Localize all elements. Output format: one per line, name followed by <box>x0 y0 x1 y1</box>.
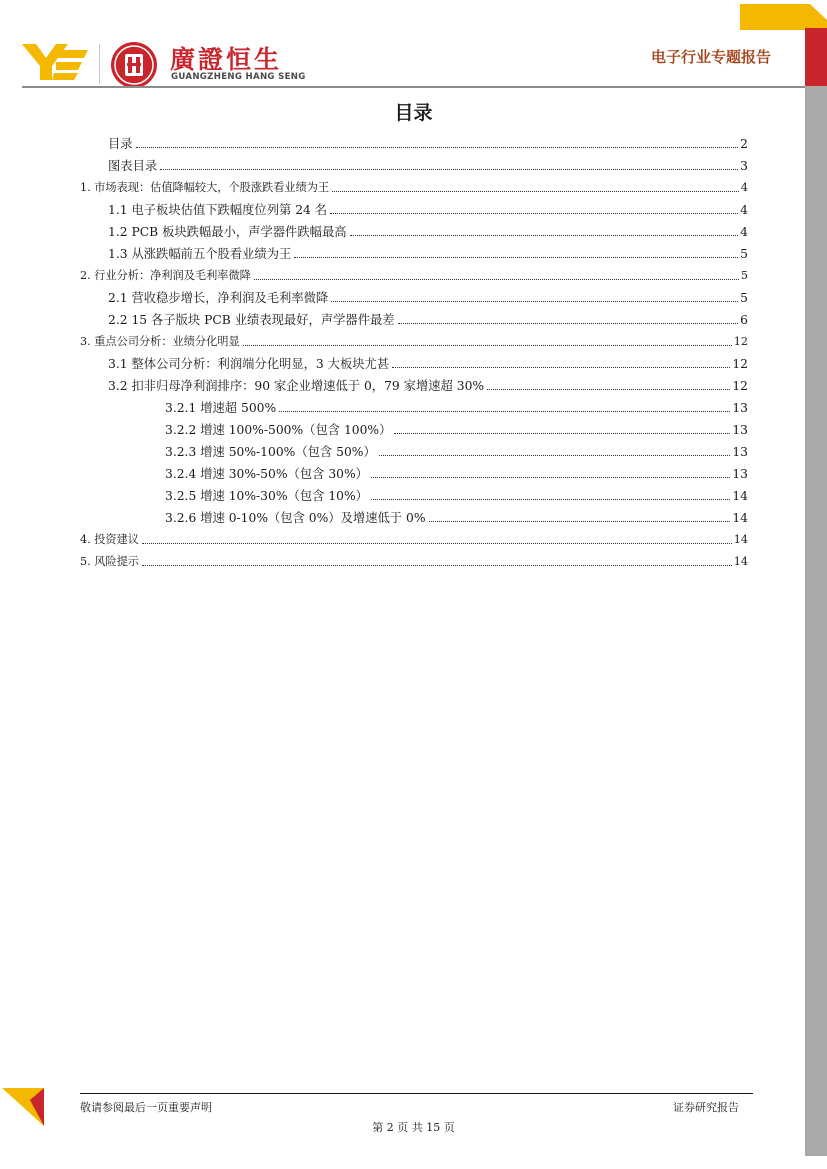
toc-entry-title: 3.2.2 增速 100%-500%（包含 100%） <box>165 423 392 437</box>
toc-entry[interactable] <box>108 310 748 330</box>
toc-leader <box>392 367 730 368</box>
toc-entry-title: 2.2 15 各子版块 PCB 业绩表现最好，声学器件最差 <box>108 313 395 327</box>
side-bar-grey <box>805 86 827 1156</box>
toc-entry-page: 5 <box>740 291 748 305</box>
toc-entry-title: 3.2.5 增速 10%-30%（包含 10%） <box>165 489 368 503</box>
toc-entry-page: 14 <box>732 511 748 525</box>
toc-entry[interactable] <box>165 464 748 484</box>
toc-entry-page: 5 <box>740 269 748 282</box>
toc-leader <box>371 499 730 500</box>
toc-entry-title: 图表目录 <box>108 159 158 173</box>
footer-disclaimer: 敬请参阅最后一页重要声明 <box>80 1101 212 1114</box>
toc-entry-title: 3.2 扣非归母净利润排序：90 家企业增速低于 0，79 家增速超 30% <box>108 379 485 393</box>
toc-entry-page: 12 <box>733 335 748 348</box>
toc-entry[interactable] <box>80 178 748 198</box>
toc-entry[interactable] <box>80 332 748 352</box>
toc-entry-title: 3.2.3 增速 50%-100%（包含 50%） <box>165 445 376 459</box>
toc-entry-title: 4. 投资建议 <box>80 533 139 546</box>
toc-entry[interactable] <box>108 376 748 396</box>
toc-leader <box>429 521 731 522</box>
ye-logo-icon <box>22 42 90 82</box>
toc-entry-title: 1.1 电子板块估值下跌幅度位列第 24 名 <box>108 203 328 217</box>
toc-entry-title: 1.2 PCB 板块跌幅最小，声学器件跌幅最高 <box>108 225 347 239</box>
toc-entry-title: 3.1 整体公司分析：利润端分化明显，3 大板块尤甚 <box>108 357 390 371</box>
toc-entry[interactable] <box>108 200 748 220</box>
corner-decoration-top-right <box>740 4 827 30</box>
toc-leader <box>350 235 739 236</box>
toc-entry-page: 3 <box>740 159 748 173</box>
toc-entry-page: 4 <box>740 181 748 194</box>
toc-entry[interactable] <box>165 486 748 506</box>
toc-entry-page: 5 <box>740 247 748 261</box>
header-divider <box>22 86 805 88</box>
toc-leader <box>142 543 732 544</box>
toc-entry-title: 目录 <box>108 137 133 151</box>
toc-leader <box>136 147 739 148</box>
toc-entry-title: 3.2.1 增速超 500% <box>165 401 277 415</box>
toc-leader <box>394 433 730 434</box>
brand-name-cn: 廣證恒生 <box>170 45 283 74</box>
logo-divider <box>99 44 100 84</box>
footer-divider <box>80 1093 753 1094</box>
report-type-label: 电子行业专题报告 <box>651 48 772 66</box>
toc-entry[interactable] <box>108 222 748 242</box>
gzhs-seal-icon <box>110 41 158 89</box>
toc-entry-title: 2.1 营收稳步增长，净利润及毛利率微降 <box>108 291 329 305</box>
toc-entry-page: 14 <box>733 533 748 546</box>
toc-entry-title: 3. 重点公司分析：业绩分化明显 <box>80 335 240 348</box>
toc-entry-page: 13 <box>732 423 748 437</box>
toc-leader <box>332 191 739 192</box>
toc-entry[interactable] <box>80 266 748 286</box>
toc-leader <box>279 411 730 412</box>
toc-leader <box>398 323 739 324</box>
toc-entry-title: 1. 市场表现：估值降幅较大，个股涨跌看业绩为王 <box>80 181 330 194</box>
toc-entry-page: 4 <box>740 225 748 239</box>
toc-entry-page: 14 <box>733 555 748 568</box>
toc-entry-page: 6 <box>740 313 748 327</box>
toc-leader <box>330 213 738 214</box>
toc-leader <box>487 389 730 390</box>
toc-entry-title: 2. 行业分析：净利润及毛利率微降 <box>80 269 251 282</box>
toc-leader <box>294 257 738 258</box>
toc-entry-title: 3.2.4 增速 30%-50%（包含 30%） <box>165 467 368 481</box>
toc-entry-page: 13 <box>732 467 748 481</box>
toc-leader <box>142 565 732 566</box>
toc-leader <box>331 301 738 302</box>
toc-entry[interactable] <box>165 420 748 440</box>
toc-entry-page: 12 <box>732 379 748 393</box>
toc-entry-page: 4 <box>740 203 748 217</box>
toc-entry[interactable] <box>165 442 748 462</box>
toc-leader <box>243 345 732 346</box>
toc-entry[interactable] <box>108 354 748 374</box>
toc-entry-page: 12 <box>732 357 748 371</box>
toc-title: 目录 <box>394 102 433 124</box>
toc-entry-page: 2 <box>740 137 748 151</box>
footer-report-label: 证券研究报告 <box>673 1101 739 1114</box>
toc-entry[interactable] <box>80 552 748 572</box>
toc-entry[interactable] <box>80 530 748 550</box>
toc-leader <box>160 169 738 170</box>
brand-name-en: GUANGZHENG HANG SENG <box>171 72 306 82</box>
toc-entry-page: 13 <box>732 401 748 415</box>
toc-entry[interactable] <box>165 508 748 528</box>
toc-entry-title: 3.2.6 增速 0-10%（包含 0%）及增速低于 0% <box>165 511 426 525</box>
toc-leader <box>371 477 730 478</box>
toc-entry[interactable] <box>108 288 748 308</box>
toc-leader <box>254 279 739 280</box>
toc-entry-title: 5. 风险提示 <box>80 555 139 568</box>
page-number: 第 2 页 共 15 页 <box>372 1121 455 1134</box>
toc-entry[interactable] <box>108 244 748 264</box>
toc-entry-title: 1.3 从涨跌幅前五个股看业绩为王 <box>108 247 292 261</box>
toc-leader <box>379 455 731 456</box>
toc-entry[interactable] <box>165 398 748 418</box>
toc-entry-page: 13 <box>732 445 748 459</box>
toc-entry-page: 14 <box>732 489 748 503</box>
toc-entry[interactable] <box>108 134 748 154</box>
side-bar-red <box>805 28 827 86</box>
toc-entry[interactable] <box>108 156 748 176</box>
